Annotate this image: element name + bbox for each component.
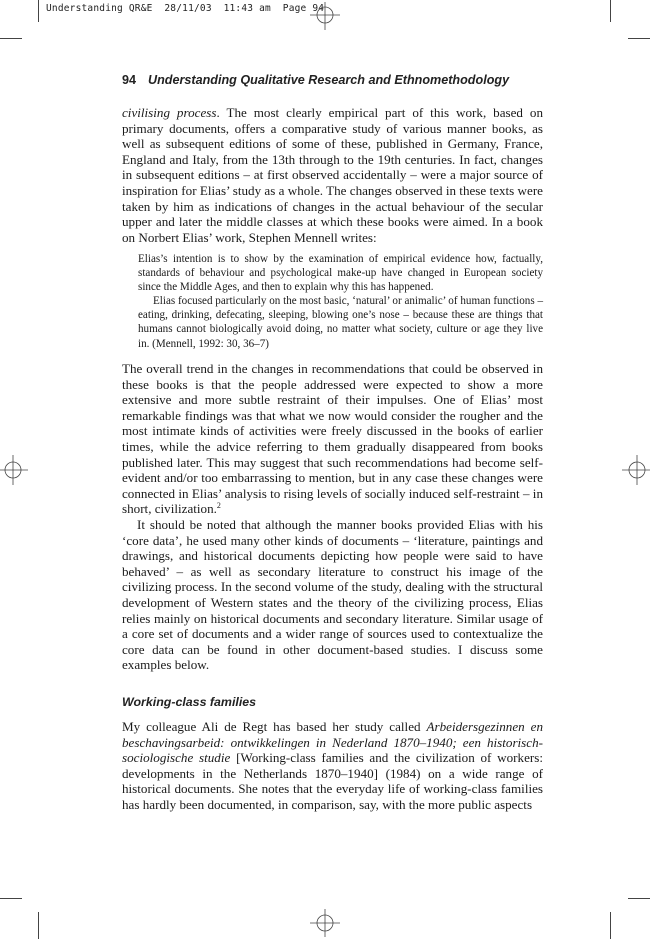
book-title-italic: civilising process — [122, 105, 217, 120]
crop-mark-bottom-right-horizontal — [628, 898, 650, 899]
quote-paragraph-1: Elias’s intention is to show by the examination of empirical evidence how, factually, standards of behaviour and psychological make-up have changed in European society since the Middle Ages, and then to explain why this has happened. — [138, 253, 543, 294]
registration-mark-left-icon — [0, 455, 30, 485]
running-header — [122, 73, 509, 87]
paragraph-1 — [122, 105, 543, 245]
paragraph-4-text-a: My colleague Ali de Regt has based her study called — [122, 719, 427, 734]
study-title-italic: Arbeidersgezinnen en beschavingsarbeid: ontwikkelingen in Nederland 1870–1940; een historisch-sociologische studie — [122, 719, 543, 766]
paragraph-4 — [122, 719, 543, 813]
registration-mark-bottom-icon — [310, 907, 340, 937]
crop-mark-top-left-vertical — [38, 0, 39, 22]
quote-paragraph-2: Elias focused particularly on the most basic, ‘natural’ or animalic’ of human functions – eating, drinking, defecating, sleeping, blowing one’s nose – because these are things that humans cannot biologically avoid doing, no matter what society, culture or age they live in. (Mennell, 1992: 30, 36–7) — [138, 295, 543, 350]
registration-mark-right-icon — [620, 455, 650, 485]
crop-mark-bottom-left-vertical — [38, 912, 39, 939]
section-subheading: Working-class families — [122, 695, 257, 709]
footnote-reference: 2 — [216, 501, 221, 511]
paragraph-3-text: It should be noted that although the manner books provided Elias with his ‘core data’, he used many other kinds of documents – ‘literature, paintings and drawings, and historical documents depicting how people were said to have behaved’ – as well as secondary literature to construct his image of the civilizing process. In the second volume of the study, dealing with the structural development of Western states and the theory of the civilizing process, Elias relies mainly on historical documents and secondary literature. Similar usage of a core set of documents and a wider range of sources used to contextualize the core data can be found in other document-based studies. I discuss some examples below. — [122, 516, 543, 673]
crop-mark-bottom-left-horizontal — [0, 898, 22, 899]
crop-mark-bottom-right-vertical — [610, 912, 611, 939]
paragraph-2-text: The overall trend in the changes in recommendations that could be observed in these books is that the people addressed were expected to show a more extensive and more subtle restraint of their impulses. One of Elias’ most remarkable findings was that what we now would consider the rougher and the most intimate kinds of activities were freely discussed in the books of earlier times, while the advice referring to them gradually disappeared from books published later. This may suggest that such recommendations had become self-evident and/or too embarrassing to mention, but in any case these changes were connected in Elias’ analysis to rising levels of socially induced self-restraint – in short, civilization. — [122, 361, 543, 517]
block-quote — [138, 252, 543, 351]
crop-mark-top-left-horizontal — [0, 38, 22, 39]
printer-slug: Understanding QR&E 28/11/03 11:43 am Page 94 — [46, 3, 325, 14]
paragraph-1-text: . The most clearly empirical part of this work, based on primary documents, offers a comparative study of various manner books, as well as subsequent editions of some of these, published in Germany, France, England and Italy, from the 13th through to the 19th centuries. In fact, changes in subsequent editions – at first observed accidentally – were a major source of inspiration for Elias’ study as a whole. The changes observed in these texts were taken by him as indications of changes in the actual behaviour of the secular upper and later the middle classes at which these books were aimed. In a book on Norbert Elias’ work, Stephen Mennell writes: — [122, 105, 543, 245]
main-text-continued — [122, 361, 543, 673]
paragraph-4-text-b: [Working-class families and the civilization of workers: developments in the Netherlands 1870–1940] (1984) on a wide range of historical documents. She notes that the everyday life of working-class families has hardly been documented, in comparison, say, with the more public aspects — [122, 750, 543, 812]
crop-mark-top-right-vertical — [610, 0, 611, 22]
running-title: Understanding Qualitative Research and Ethnomethodology — [148, 73, 510, 87]
registration-mark-top-icon — [310, 2, 340, 32]
crop-mark-top-right-horizontal — [628, 38, 650, 39]
page-number: 94 — [122, 73, 137, 87]
